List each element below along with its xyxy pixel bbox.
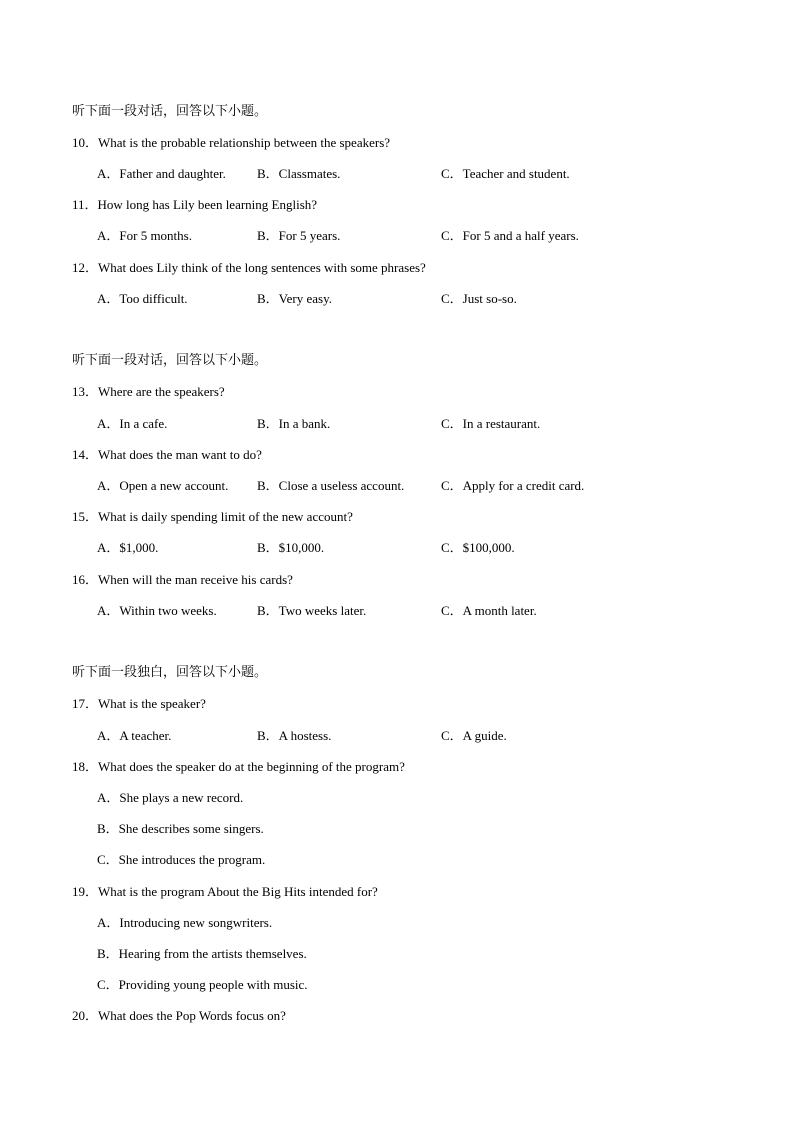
option-18-b[interactable]: B．She describes some singers. — [97, 821, 264, 836]
question-19: 19．What is the program About the Big Hits intended for? — [72, 884, 378, 899]
question-16: 16．When will the man receive his cards? — [72, 572, 293, 587]
option-12-b[interactable]: B．Very easy. — [257, 291, 332, 306]
question-13: 13．Where are the speakers? — [72, 384, 225, 399]
option-15-a[interactable]: A．$1,000. — [97, 540, 159, 555]
option-17-c[interactable]: C．A guide. — [441, 728, 507, 743]
option-10-c[interactable]: C．Teacher and student. — [441, 166, 570, 181]
section-heading: 听下面一段独白，回答以下小题。 — [72, 665, 268, 680]
question-20: 20．What does the Pop Words focus on? — [72, 1008, 286, 1023]
question-12: 12．What does Lily think of the long sentences with some phrases? — [72, 260, 426, 275]
option-19-b[interactable]: B．Hearing from the artists themselves. — [97, 946, 307, 961]
section-heading: 听下面一段对话，回答以下小题。 — [72, 104, 268, 119]
option-11-c[interactable]: C．For 5 and a half years. — [441, 228, 579, 243]
option-18-c[interactable]: C．She introduces the program. — [97, 852, 266, 867]
option-15-b[interactable]: B．$10,000. — [257, 540, 325, 555]
option-11-b[interactable]: B．For 5 years. — [257, 228, 341, 243]
option-13-c[interactable]: C．In a restaurant. — [441, 416, 541, 431]
option-13-a[interactable]: A．In a cafe. — [97, 416, 168, 431]
option-16-b[interactable]: B．Two weeks later. — [257, 603, 367, 618]
question-18: 18．What does the speaker do at the beginning of the program? — [72, 759, 405, 774]
section-heading: 听下面一段对话，回答以下小题。 — [72, 353, 268, 368]
question-10: 10．What is the probable relationship between the speakers? — [72, 135, 391, 150]
option-11-a[interactable]: A．For 5 months. — [97, 228, 192, 243]
option-12-c[interactable]: C．Just so-so. — [441, 291, 517, 306]
option-10-b[interactable]: B．Classmates. — [257, 166, 341, 181]
option-19-c[interactable]: C．Providing young people with music. — [97, 977, 308, 992]
option-19-a[interactable]: A．Introducing new songwriters. — [97, 915, 273, 930]
option-14-a[interactable]: A．Open a new account. — [97, 478, 229, 493]
question-14: 14．What does the man want to do? — [72, 447, 262, 462]
option-17-b[interactable]: B．A hostess. — [257, 728, 332, 743]
option-16-c[interactable]: C．A month later. — [441, 603, 537, 618]
question-11: 11．How long has Lily been learning English? — [72, 197, 318, 212]
option-15-c[interactable]: C．$100,000. — [441, 540, 515, 555]
question-17: 17．What is the speaker? — [72, 696, 206, 711]
option-14-b[interactable]: B．Close a useless account. — [257, 478, 405, 493]
option-18-a[interactable]: A．She plays a new record. — [97, 790, 244, 805]
option-13-b[interactable]: B．In a bank. — [257, 416, 331, 431]
option-17-a[interactable]: A．A teacher. — [97, 728, 172, 743]
option-12-a[interactable]: A．Too difficult. — [97, 291, 188, 306]
question-15: 15．What is daily spending limit of the new account? — [72, 509, 353, 524]
option-10-a[interactable]: A．Father and daughter. — [97, 166, 226, 181]
option-16-a[interactable]: A．Within two weeks. — [97, 603, 217, 618]
option-14-c[interactable]: C．Apply for a credit card. — [441, 478, 585, 493]
